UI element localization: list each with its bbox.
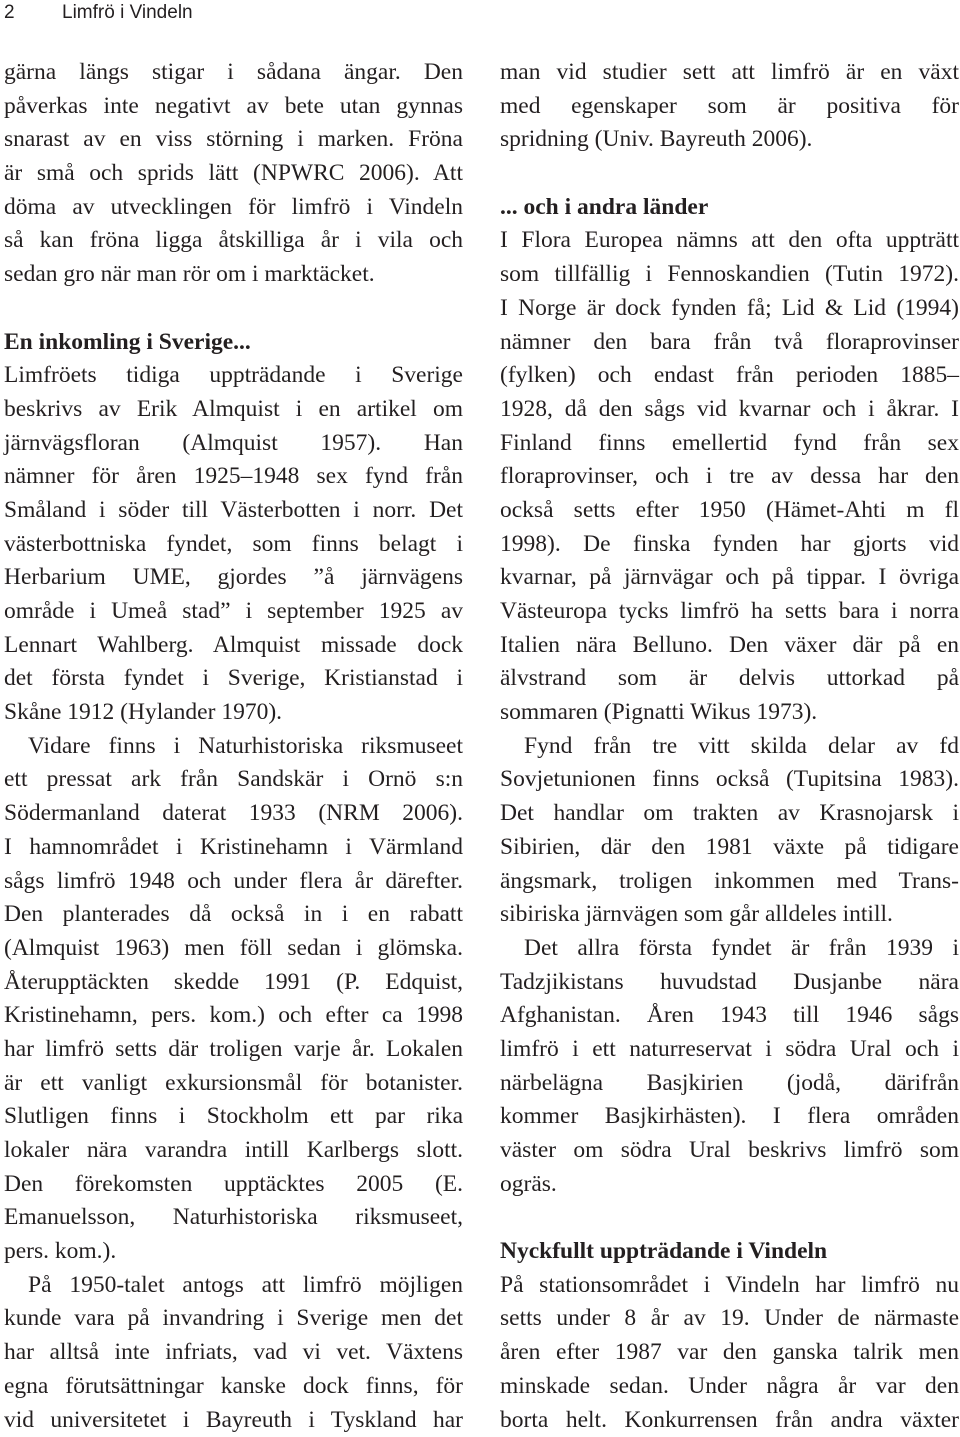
text-line: borta helt. Konkurrensen från andra växter <box>500 1404 959 1437</box>
paragraph-gap <box>4 292 463 326</box>
text-line: Återupptäckten skedde 1991 (P. Edquist, <box>4 966 463 1000</box>
text-line: egna förutsättningar kanske dock finns, för <box>4 1370 463 1404</box>
text-line: I Norge är dock fynden få; Lid & Lid (1994) <box>500 292 959 326</box>
text-line: västerbottniska fyndet, som finns belagt i <box>4 528 463 562</box>
text-line: Limfröets tidiga uppträdande i Sverige <box>4 359 463 393</box>
running-title: Limfrö i Vindeln <box>62 0 193 26</box>
text-line: I Flora Europea nämns att den ofta uppträtt <box>500 224 959 258</box>
text-line: Södermanland daterat 1933 (NRM 2006). <box>4 797 463 831</box>
text-line: Småland i söder till Västerbotten i norr. Det <box>4 494 463 528</box>
text-line: sedan gro när man rör om i marktäcket. <box>4 258 463 292</box>
text-line: I hamnområdet i Kristinehamn i Värmland <box>4 831 463 865</box>
paragraph-gap <box>500 157 959 191</box>
text-line: Sovjetunionen finns också (Tupitsina 1983). <box>500 763 959 797</box>
text-line: lokaler nära varandra intill Karlbergs slott. <box>4 1134 463 1168</box>
text-line: beskrivs av Erik Almquist i en artikel om <box>4 393 463 427</box>
text-line: limfrö i ett naturreservat i södra Ural och i <box>500 1033 959 1067</box>
text-line: också setts efter 1950 (Hämet-Ahti m fl <box>500 494 959 528</box>
text-line: 1928, då den sågs vid kvarnar och i åkrar. I <box>500 393 959 427</box>
text-line: döma av utvecklingen för limfrö i Vindeln <box>4 191 463 225</box>
text-line: nämner den bara från två floraprovinser <box>500 326 959 360</box>
paragraph-first-line: Det allra första fyndet är från 1939 i <box>500 932 959 966</box>
paragraph-first-line: På 1950-talet antogs att limfrö möjligen <box>4 1269 463 1303</box>
text-line: minskade sedan. Under några år var den <box>500 1370 959 1404</box>
text-line: gärna längs stigar i sådana ängar. Den <box>4 56 463 90</box>
text-line: Tadzjikistans huvudstad Dusjanbe nära <box>500 966 959 1000</box>
text-line: snarast av en viss störning i marken. Fröna <box>4 123 463 157</box>
text-line: man vid studier sett att limfrö är en växt <box>500 56 959 90</box>
text-line: På stationsområdet i Vindeln har limfrö nu <box>500 1269 959 1303</box>
text-line: kvarnar, på järnvägar och på tippar. I övriga <box>500 561 959 595</box>
text-line: Kristinehamn, pers. kom.) och efter ca 1998 <box>4 999 463 1033</box>
text-line: närbelägna Basjkirien (jodå, därifrån <box>500 1067 959 1101</box>
text-line: åren efter 1987 var den ganska talrik men <box>500 1336 959 1370</box>
text-line: floraprovinser, och i tre av dessa har den <box>500 460 959 494</box>
right-text-column <box>500 56 959 1437</box>
text-line: järnvägsfloran (Almquist 1957). Han <box>4 427 463 461</box>
text-line: ett pressat ark från Sandskär i Ornö s:n <box>4 763 463 797</box>
text-line: område i Umeå stad” i september 1925 av <box>4 595 463 629</box>
page-header <box>0 0 960 30</box>
text-line: Italien nära Belluno. Den växer där på en <box>500 629 959 663</box>
text-line: Finland finns emellertid fynd från sex <box>500 427 959 461</box>
text-line: det första fyndet i Sverige, Kristianstad i <box>4 662 463 696</box>
text-line: ängsmark, troligen inkommen med Trans- <box>500 865 959 899</box>
text-line: sibiriska järnvägen som går alldeles intill. <box>500 898 959 932</box>
text-line: med egenskaper som är positiva för <box>500 90 959 124</box>
text-line: spridning (Univ. Bayreuth 2006). <box>500 123 959 157</box>
text-line: vid universitetet i Bayreuth i Tyskland har <box>4 1404 463 1437</box>
text-line: Sibirien, där den 1981 växte på tidigare <box>500 831 959 865</box>
text-line: har alltså inte infriats, vad vi vet. Växtens <box>4 1336 463 1370</box>
text-line: setts under 8 år av 19. Under de närmaste <box>500 1302 959 1336</box>
text-line: nämner för åren 1925–1948 sex fynd från <box>4 460 463 494</box>
text-line: Västeuropa tycks limfrö ha setts bara i norra <box>500 595 959 629</box>
section-heading: Nyckfullt uppträdande i Vindeln <box>500 1235 959 1269</box>
section-heading: En inkomling i Sverige... <box>4 326 463 360</box>
text-line: Skåne 1912 (Hylander 1970). <box>4 696 463 730</box>
text-line: väster om södra Ural beskrivs limfrö som <box>500 1134 959 1168</box>
text-line: (fylken) och endast från perioden 1885– <box>500 359 959 393</box>
left-text-column <box>4 56 463 1437</box>
text-line: Det handlar om trakten av Krasnojarsk i <box>500 797 959 831</box>
paragraph-first-line: Fynd från tre vitt skilda delar av fd <box>500 730 959 764</box>
paragraph-gap <box>500 1201 959 1235</box>
text-line: älvstrand som är delvis uttorkad på <box>500 662 959 696</box>
text-line: Herbarium UME, gjordes ”å järnvägens <box>4 561 463 595</box>
text-line: ogräs. <box>500 1168 959 1202</box>
page-number: 2 <box>4 0 15 26</box>
text-line: kommer Basjkirhästen). I flera områden <box>500 1100 959 1134</box>
text-line: (Almquist 1963) men föll sedan i glömska. <box>4 932 463 966</box>
section-heading: ... och i andra länder <box>500 191 959 225</box>
text-line: Afghanistan. Åren 1943 till 1946 sågs <box>500 999 959 1033</box>
text-line: har limfrö setts där troligen varje år. Lokalen <box>4 1033 463 1067</box>
text-line: är små och sprids lätt (NPWRC 2006). Att <box>4 157 463 191</box>
text-line: Emanuelsson, Naturhistoriska riksmuseet, <box>4 1201 463 1235</box>
text-line: sågs limfrö 1948 och under flera år därefter. <box>4 865 463 899</box>
text-line: kunde vara på invandring i Sverige men det <box>4 1302 463 1336</box>
text-line: Slutligen finns i Stockholm ett par rika <box>4 1100 463 1134</box>
text-line: så kan fröna ligga åtskilliga år i vila och <box>4 224 463 258</box>
text-line: 1998). De finska fynden har gjorts vid <box>500 528 959 562</box>
text-line: Lennart Wahlberg. Almquist missade dock <box>4 629 463 663</box>
text-line: som tillfällig i Fennoskandien (Tutin 1972). <box>500 258 959 292</box>
text-line: Den förekomsten upptäcktes 2005 (E. <box>4 1168 463 1202</box>
text-line: Den planterades då också in i en rabatt <box>4 898 463 932</box>
text-line: sommaren (Pignatti Wikus 1973). <box>500 696 959 730</box>
text-line: påverkas inte negativt av bete utan gynnas <box>4 90 463 124</box>
text-line: pers. kom.). <box>4 1235 463 1269</box>
paragraph-first-line: Vidare finns i Naturhistoriska riksmuseet <box>4 730 463 764</box>
text-line: är ett vanligt exkursionsmål för botanister. <box>4 1067 463 1101</box>
